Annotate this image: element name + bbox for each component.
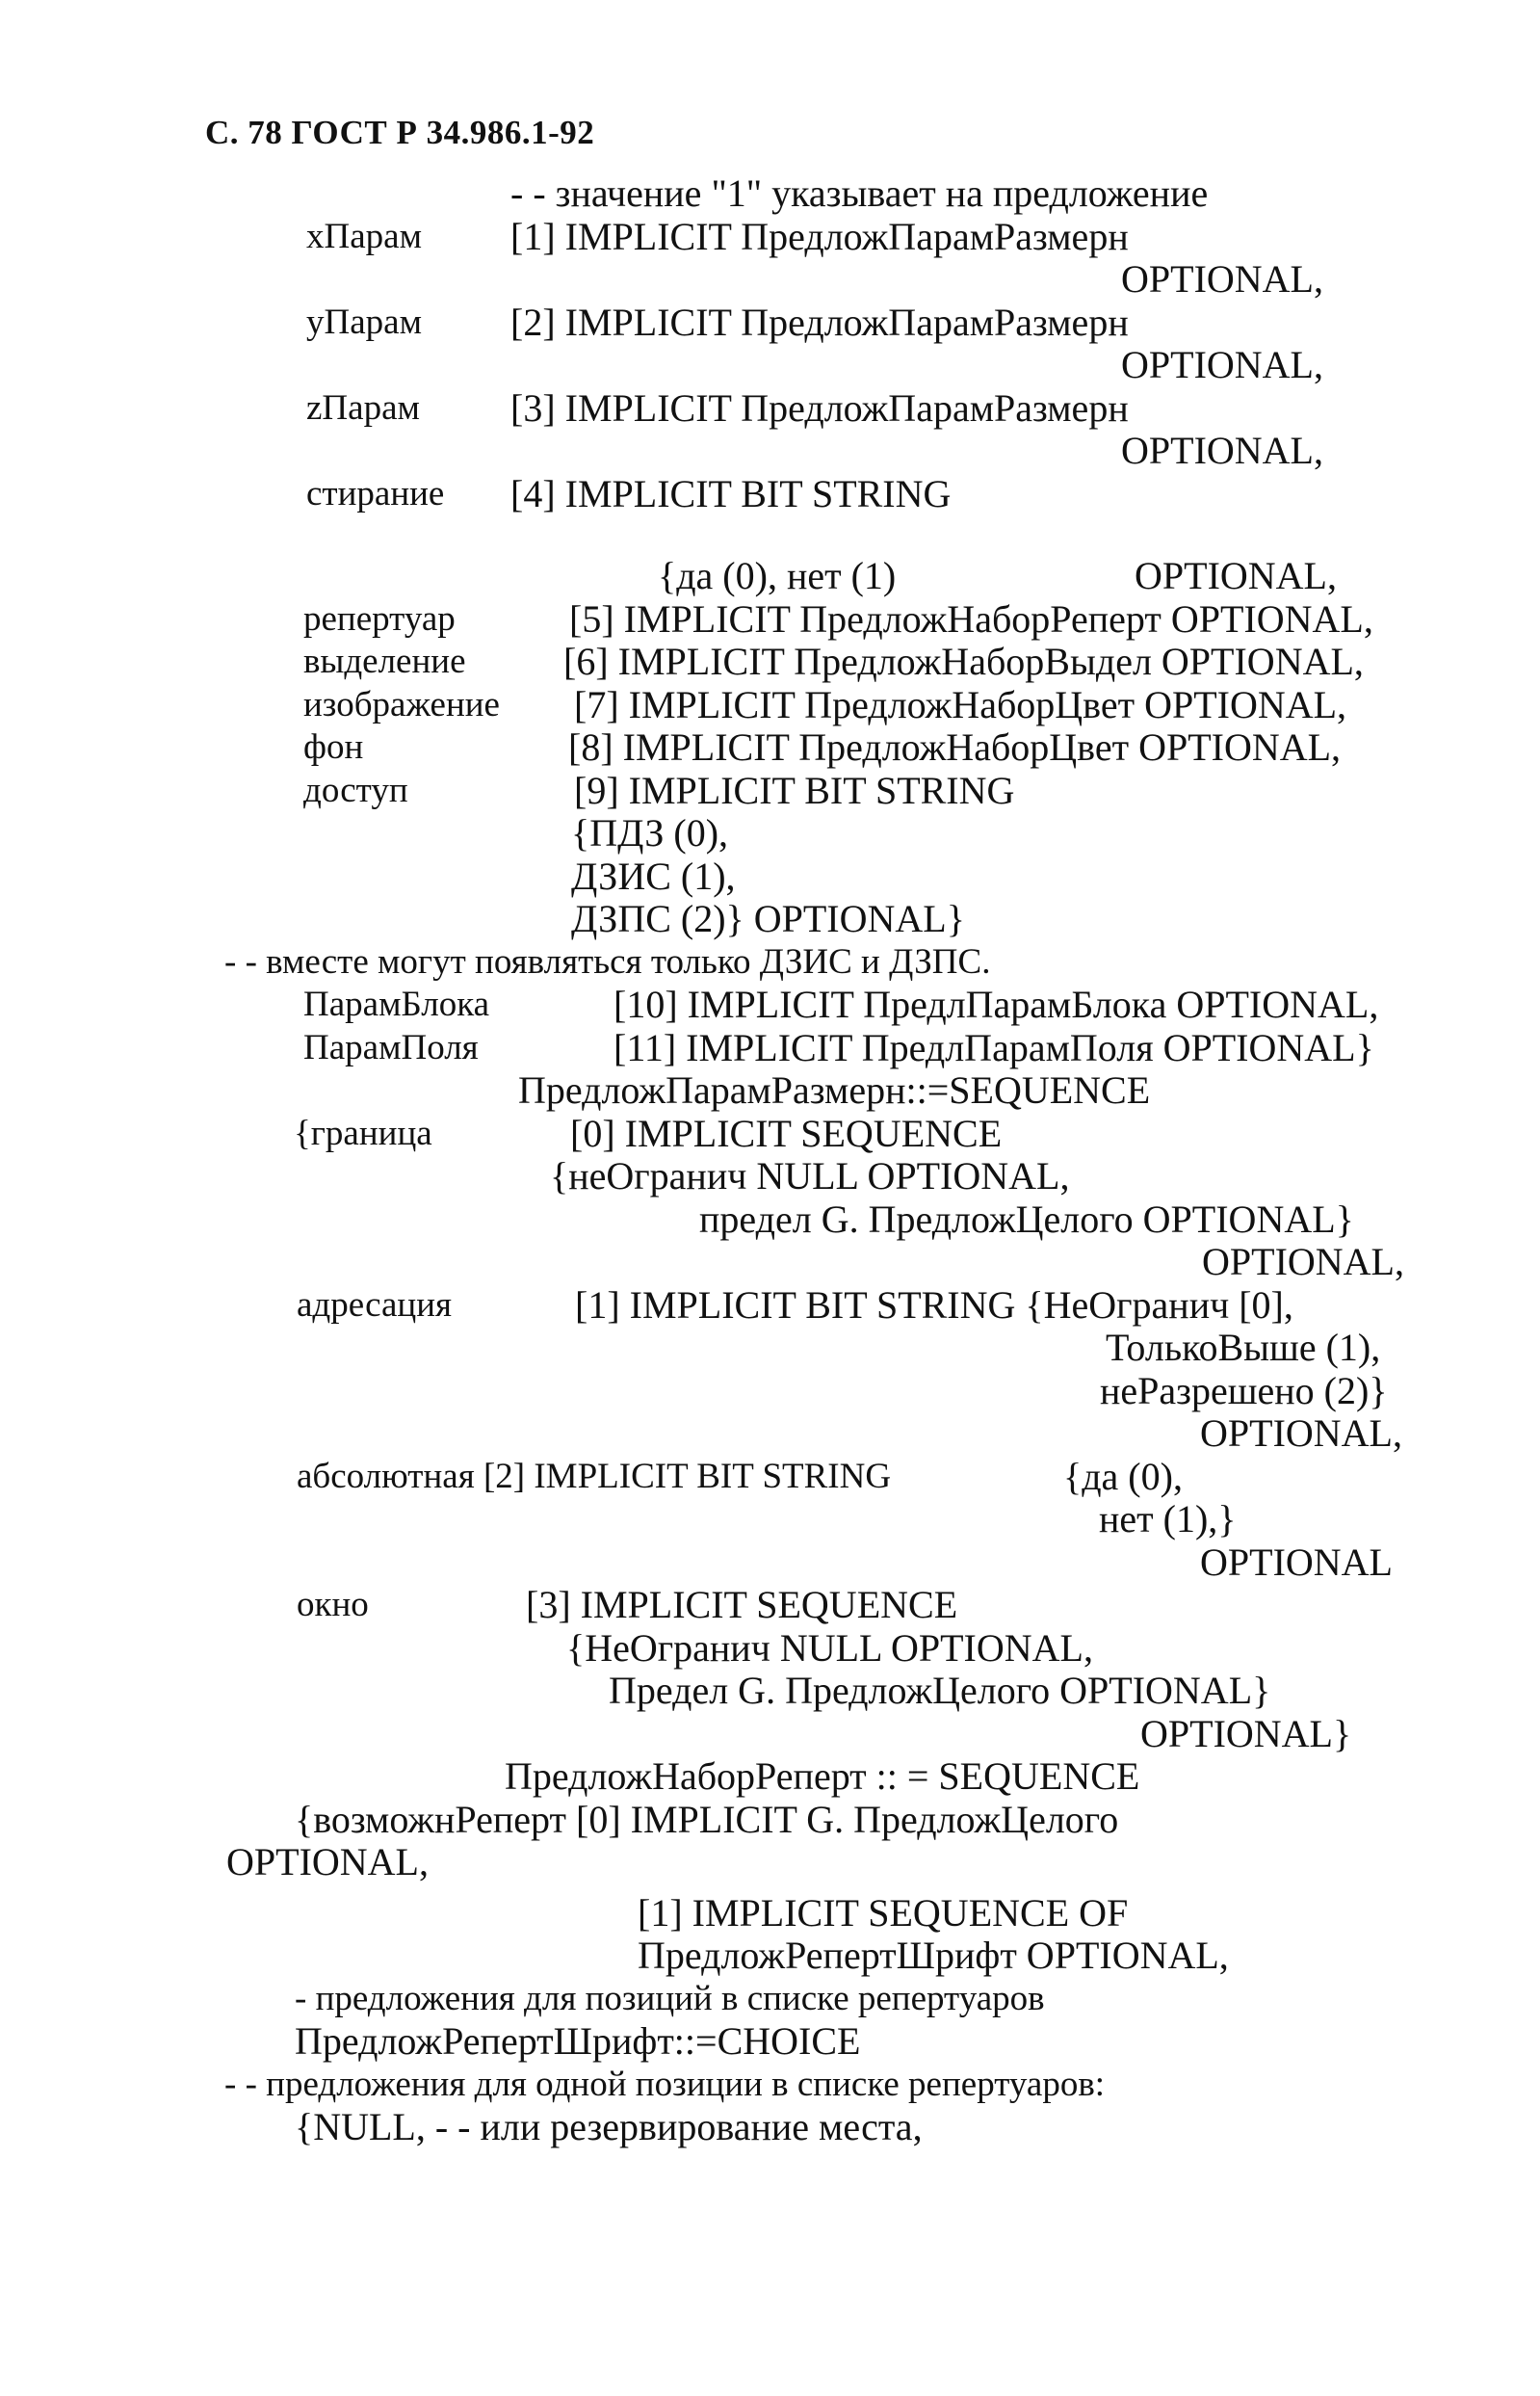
text-segment: предел G. ПредложЦелого OPTIONAL}	[699, 1198, 1354, 1241]
text-segment: [2] IMPLICIT ПредложПарамРазмерн	[510, 301, 1129, 344]
text-segment: {неОгранич NULL OPTIONAL,	[550, 1154, 1070, 1198]
text-segment: Предел G. ПредложЦелого OPTIONAL}	[609, 1669, 1271, 1712]
text-line	[0, 301, 1540, 345]
text-segment: репертуар	[303, 599, 456, 639]
text-line	[0, 472, 1540, 516]
text-line	[0, 1411, 1540, 1456]
text-line	[0, 597, 1540, 642]
text-segment: выделение	[303, 642, 466, 681]
text-segment: [11] IMPLICIT ПредлПарамПоля OPTIONAL}	[613, 1026, 1374, 1069]
text-segment: [9] IMPLICIT BIT STRING	[574, 769, 1015, 812]
text-line	[0, 1891, 1540, 1935]
text-line	[0, 1240, 1540, 1284]
text-line	[0, 1068, 1540, 1113]
text-line	[0, 343, 1540, 387]
text-line	[0, 429, 1540, 473]
text-line	[0, 1112, 1540, 1156]
text-segment: [1] IMPLICIT BIT STRING {НеОгранич [0],	[575, 1283, 1293, 1327]
text-line	[0, 1497, 1540, 1541]
text-line	[0, 1583, 1540, 1627]
text-line	[0, 983, 1540, 1027]
text-line	[0, 215, 1540, 259]
text-segment: [3] IMPLICIT SEQUENCE	[526, 1583, 958, 1626]
text-segment: OPTIONAL,	[226, 1840, 429, 1883]
text-segment: {NULL, - - или резервирование места,	[295, 2105, 923, 2148]
text-segment: [6] IMPLICIT ПредложНаборВыдел OPTIONAL,	[563, 640, 1364, 683]
text-line	[0, 1283, 1540, 1328]
text-line	[0, 2019, 1540, 2064]
text-segment: ПредложРепертШрифт OPTIONAL,	[638, 1934, 1229, 1977]
text-line	[0, 257, 1540, 302]
text-line	[0, 2105, 1540, 2149]
text-segment: OPTIONAL,	[1202, 1240, 1404, 1283]
text-segment: {да (0), нет (1)	[658, 554, 897, 597]
text-line	[0, 1369, 1540, 1413]
text-line	[0, 554, 1540, 598]
text-segment: OPTIONAL}	[1140, 1712, 1352, 1755]
text-segment: OPTIONAL,	[1200, 1411, 1402, 1455]
text-segment: OPTIONAL,	[1121, 343, 1323, 386]
text-segment: {возможнРеперт [0] IMPLICIT G. ПредложЦелого	[295, 1798, 1119, 1841]
text-line	[0, 386, 1540, 431]
text-line	[0, 1540, 1540, 1585]
text-segment: ПарамБлока	[303, 985, 490, 1024]
text-line	[0, 683, 1540, 727]
text-segment: фон	[303, 727, 364, 767]
page-header: С. 78 ГОСТ Р 34.986.1-92	[205, 114, 595, 151]
text-line	[0, 1754, 1540, 1799]
text-line	[0, 1154, 1540, 1198]
text-segment: [3] IMPLICIT ПредложПарамРазмерн	[510, 386, 1129, 430]
text-segment: [5] IMPLICIT ПредложНаборРеперт OPTIONAL,	[569, 597, 1373, 641]
text-line	[0, 1455, 1540, 1499]
text-line	[0, 1198, 1540, 1242]
text-segment: ПредложНаборРеперт :: = SEQUENCE	[505, 1754, 1140, 1798]
text-segment: - - вместе могут появляться только ДЗИС и ДЗПС.	[224, 942, 991, 982]
text-segment: нет (1),}	[1099, 1497, 1237, 1540]
text-segment: [1] IMPLICIT SEQUENCE OF	[638, 1891, 1129, 1935]
text-line	[0, 940, 1540, 985]
text-line	[0, 725, 1540, 770]
text-segment: неРазрешено (2)}	[1100, 1369, 1388, 1412]
text-segment: [8] IMPLICIT ПредложНаборЦвет OPTIONAL,	[568, 725, 1342, 769]
text-line	[0, 1934, 1540, 1978]
text-line	[0, 640, 1540, 684]
text-segment: ПарамПоля	[303, 1028, 479, 1067]
text-segment: доступ	[303, 771, 408, 810]
text-segment: стирание	[306, 474, 445, 513]
text-segment: [1] IMPLICIT ПредложПарамРазмерн	[510, 215, 1129, 258]
text-segment: [7] IMPLICIT ПредложНаборЦвет OPTIONAL,	[574, 683, 1347, 726]
text-line	[0, 1669, 1540, 1713]
text-segment: ПредложПарамРазмерн::=SEQUENCE	[518, 1068, 1151, 1112]
text-line	[0, 1626, 1540, 1671]
text-line	[0, 769, 1540, 813]
text-segment: ДЗИС (1),	[571, 855, 736, 898]
text-line	[0, 1026, 1540, 1070]
text-segment: {ПДЗ (0),	[571, 811, 729, 855]
text-segment: изображение	[303, 685, 500, 724]
text-segment: {граница	[294, 1114, 432, 1153]
text-line	[0, 1977, 1540, 2021]
text-segment: zПарам	[306, 388, 420, 428]
text-line	[0, 1326, 1540, 1370]
text-segment: - - значение "1" указывает на предложение	[510, 171, 1209, 215]
text-segment: ТолькоВыше (1),	[1106, 1326, 1381, 1369]
text-line	[0, 1798, 1540, 1842]
text-segment: окно	[297, 1585, 369, 1624]
text-segment: OPTIONAL,	[1121, 257, 1323, 301]
text-segment: {НеОгранич NULL OPTIONAL,	[566, 1626, 1093, 1670]
text-segment: - предложения для позиций в списке репертуаров	[295, 1979, 1045, 2018]
text-line	[0, 897, 1540, 941]
text-segment: абсолютная [2] IMPLICIT BIT STRING	[297, 1457, 892, 1496]
text-segment: - - предложения для одной позиции в списке репертуаров:	[224, 2065, 1106, 2104]
text-segment: ПредложРепертШрифт::=CHOICE	[295, 2019, 861, 2063]
text-segment: уПарам	[306, 303, 422, 342]
text-line	[0, 855, 1540, 899]
text-segment: [10] IMPLICIT ПредлПарамБлока OPTIONAL,	[613, 983, 1379, 1026]
text-line	[0, 811, 1540, 856]
text-segment: [0] IMPLICIT SEQUENCE	[570, 1112, 1003, 1155]
text-line	[0, 1840, 1540, 1884]
text-segment: OPTIONAL,	[1121, 429, 1323, 472]
text-segment: OPTIONAL,	[1135, 554, 1337, 597]
text-line	[0, 2063, 1540, 2107]
text-segment: адресация	[297, 1285, 453, 1325]
text-segment: ДЗПС (2)} OPTIONAL}	[571, 897, 965, 940]
text-segment: хПарам	[306, 217, 422, 256]
text-line	[0, 1712, 1540, 1756]
text-segment: OPTIONAL	[1200, 1540, 1393, 1584]
text-segment: {да (0),	[1063, 1455, 1183, 1498]
text-line	[0, 171, 1540, 216]
text-segment: [4] IMPLICIT BIT STRING	[510, 472, 952, 515]
